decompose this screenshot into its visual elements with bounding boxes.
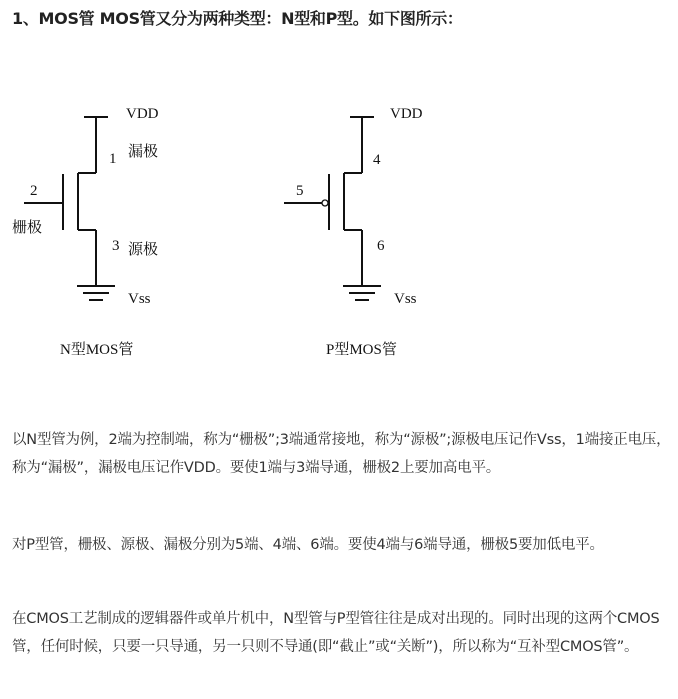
p-top-num: 4 [373,152,381,168]
paragraph-p-type: 对P型管，栅极、源极、漏极分别为5端、4端、6端。要使4端与6端导通，栅极5要加低电平。 [12,537,604,553]
p-bottom-num: 6 [377,238,385,254]
n-vdd-label: VDD [126,106,159,122]
n-mos-caption: N型MOS管 [60,342,134,358]
p-gate-num: 5 [296,183,304,199]
p-mos-caption: P型MOS管 [326,342,397,358]
n-drain-label: 漏极 [128,144,159,160]
n-vss-label: Vss [128,291,151,307]
paragraph-cmos: 在CMOS工艺制成的逻辑器件或单片机中，N型管与P型管往往是成对出现的。同时出现的这两个CMOS管，任何时候，只要一只导通，另一只则不导通(即“截止”或“关断”)，所以称为“互补型CMOS管”。 [12,611,660,655]
mos-diagram [0,80,678,380]
n-source-label: 源极 [128,242,159,258]
section-heading: 1、MOS管 MOS管又分为两种类型：N型和P型。如下图所示： [12,9,463,28]
n-drain-num: 1 [109,151,117,167]
n-gate-num: 2 [30,183,38,199]
paragraph-n-type: 以N型管为例，2端为控制端，称为“栅极”;3端通常接地，称为“源极”;源极电压记作Vss，1端接正电压，称为“漏极”，漏极电压记作VDD。要使1端与3端导通，栅极2上要加高电平。 [12,432,671,476]
n-mos-symbol [24,117,115,300]
n-gate-label: 栅极 [12,220,43,236]
n-source-num: 3 [112,238,120,254]
p-vss-label: Vss [394,291,417,307]
p-mos-symbol [284,117,381,300]
p-vdd-label: VDD [390,106,423,122]
